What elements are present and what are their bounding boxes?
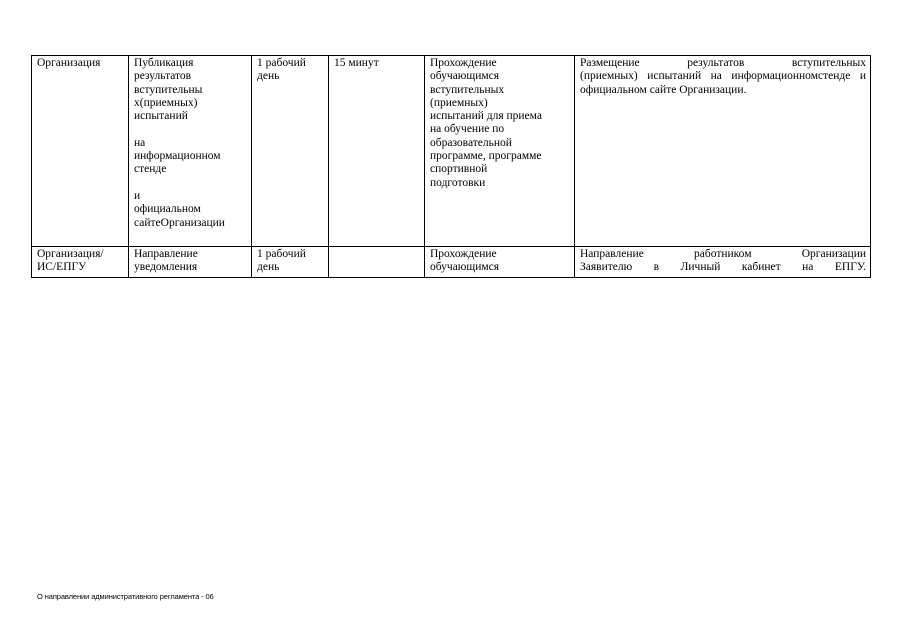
action-line: информационном xyxy=(134,150,221,163)
time-cell xyxy=(329,56,425,247)
action-line: стенде xyxy=(134,163,167,176)
action-line: сайтеОрганизации xyxy=(134,216,225,229)
condition-line: подготовки xyxy=(430,176,486,189)
duration-cell xyxy=(252,56,329,247)
procedure-table xyxy=(31,55,871,278)
action-line: х(приемных) xyxy=(134,96,198,109)
condition-line: (приемных) xyxy=(430,96,488,109)
condition-cell xyxy=(425,56,575,247)
action-line: испытаний xyxy=(134,110,188,123)
action-line: результатов xyxy=(134,70,192,83)
condition-cell xyxy=(425,247,575,278)
actor-text: Организация xyxy=(37,57,101,69)
table-row xyxy=(32,56,871,247)
condition-line: на обучение по xyxy=(430,123,505,136)
actor-cell xyxy=(32,247,129,278)
duration-line: день xyxy=(257,70,280,83)
time-cell xyxy=(329,247,425,278)
action-line: вступительны xyxy=(134,83,203,96)
action-line: уведомления xyxy=(134,261,198,274)
action-line: официальном xyxy=(134,203,201,216)
page-footer: О направлении административного регламента - 06 xyxy=(37,592,214,601)
condition-line: Прохождение xyxy=(430,248,497,260)
actor-cell xyxy=(32,56,129,247)
result-line: Заявителю в Личный кабинет на ЕПГУ. xyxy=(580,261,866,274)
spacer xyxy=(134,123,247,136)
table-row xyxy=(32,247,871,278)
actor-line: ИС/ЕПГУ xyxy=(37,261,87,274)
result-cell xyxy=(575,247,871,278)
duration-line: 1 рабочий xyxy=(257,57,306,69)
result-line: Размещение результатов вступительных xyxy=(580,57,866,69)
action-line: Публикация xyxy=(134,57,194,69)
actor-line: Организация/ xyxy=(37,248,104,260)
result-cell xyxy=(575,56,871,247)
condition-line: вступительных xyxy=(430,83,505,96)
result-line: (приемных) испытаний на информационномстенде и xyxy=(580,70,866,83)
condition-line: программе, программе xyxy=(430,150,542,163)
condition-line: обучающимся xyxy=(430,70,500,83)
condition-line: обучающимся xyxy=(430,261,500,274)
time-text: 15 минут xyxy=(334,57,379,69)
duration-cell xyxy=(252,247,329,278)
duration-line: день xyxy=(257,261,280,274)
condition-line: Прохождение xyxy=(430,57,497,69)
result-line: Направление работником Организации xyxy=(580,248,866,260)
action-line: Направление xyxy=(134,248,198,260)
spacer xyxy=(134,177,247,190)
action-line: на xyxy=(134,136,146,149)
condition-line: испытаний для приема xyxy=(430,110,542,123)
duration-line: 1 рабочий xyxy=(257,248,306,260)
result-line: официальном сайте Организации. xyxy=(580,83,747,96)
action-line: и xyxy=(134,189,141,202)
condition-line: спортивной xyxy=(430,163,488,176)
action-cell xyxy=(129,56,252,247)
condition-line: образовательной xyxy=(430,136,512,149)
action-cell xyxy=(129,247,252,278)
